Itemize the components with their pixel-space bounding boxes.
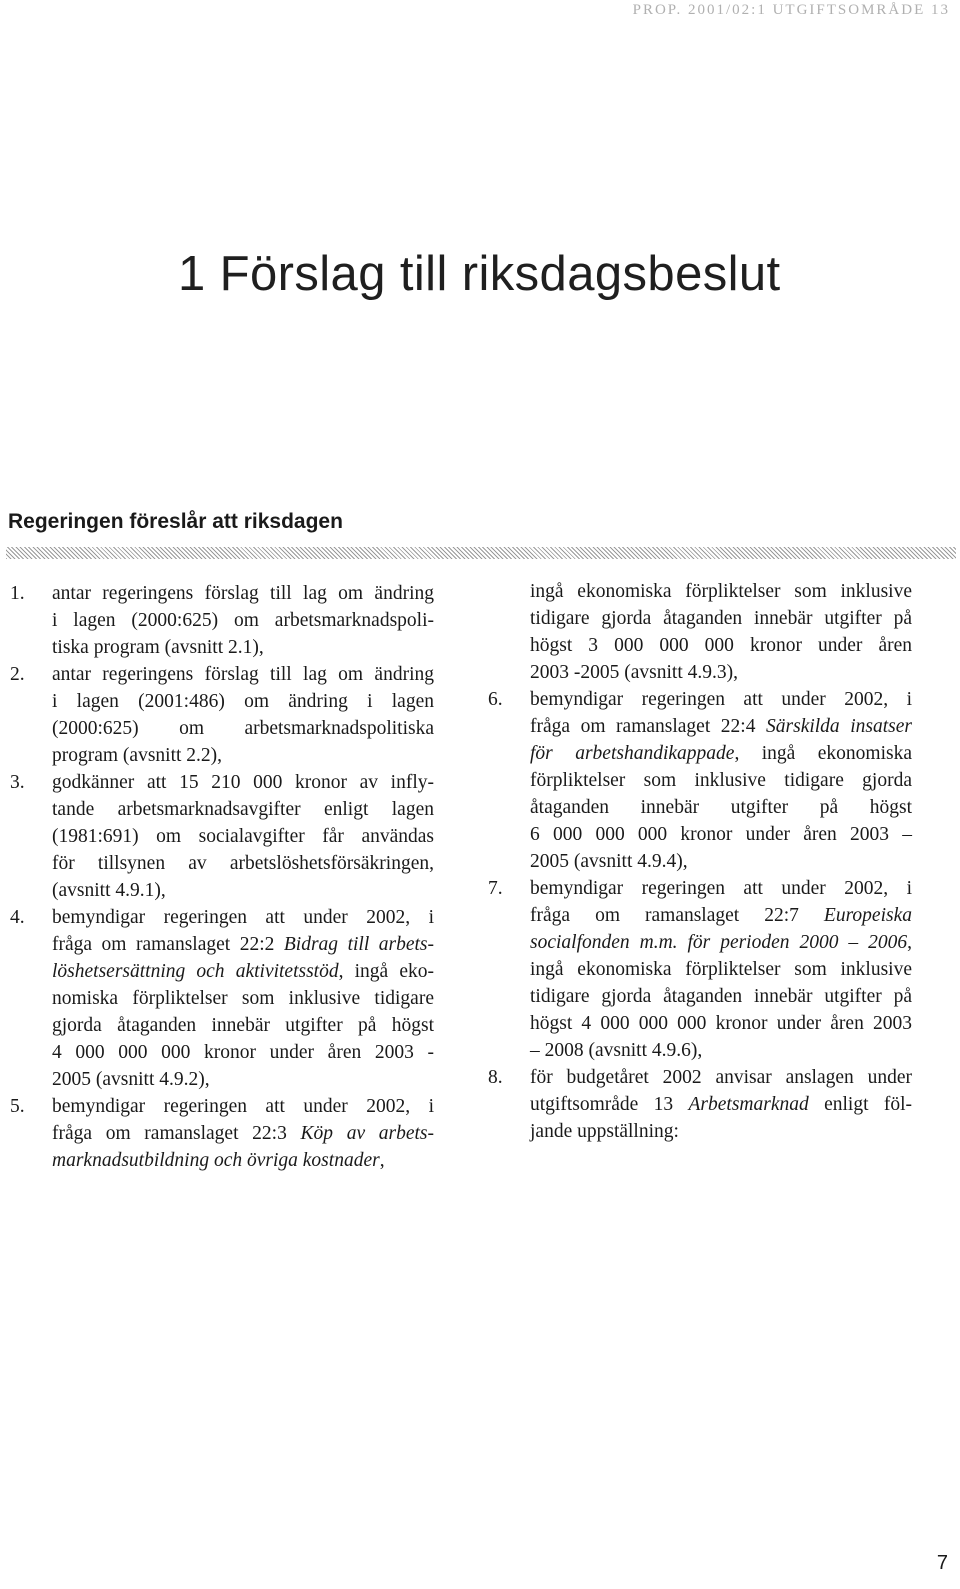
line-text: ingå ekonomiska förpliktelser som inklusive — [530, 581, 912, 602]
line-text: bemyndigar regeringen att under 2002, i — [530, 878, 912, 899]
line-text: fråga om ramanslaget 22:4 — [530, 716, 767, 737]
line-text: bemyndigar regeringen att under 2002, i — [52, 1096, 434, 1117]
text-line — [10, 634, 434, 661]
text-line — [10, 850, 434, 877]
text-line — [10, 823, 434, 850]
line-text: högst 3 000 000 000 kronor under åren — [530, 635, 912, 656]
item-number: 4. — [10, 907, 25, 928]
text-line — [488, 956, 912, 983]
text-line — [488, 983, 912, 1010]
text-line — [10, 688, 434, 715]
text-line — [488, 632, 912, 659]
text-line — [10, 769, 434, 796]
text-line — [10, 1012, 434, 1039]
line-italic: marknadsutbildning och övriga kostnader — [52, 1150, 380, 1171]
item-number: 5. — [10, 1096, 25, 1117]
line-text: fråga om ramanslaget 22:2 — [52, 934, 284, 955]
line-text: i lagen (2000:625) om arbetsmarknadspoli- — [52, 610, 434, 631]
item-number: 6. — [488, 689, 503, 710]
line-text: fråga om ramanslaget 22:7 — [530, 905, 824, 926]
text-line — [10, 1093, 434, 1120]
line-text: 2003 -2005 (avsnitt 4.9.3), — [530, 662, 738, 683]
line-text: i lagen (2001:486) om ändring i lagen — [52, 691, 434, 712]
text-line — [488, 686, 912, 713]
line-text: utgiftsområde 13 — [530, 1094, 689, 1115]
line-text: tidigare gjorda åtaganden innebär utgifter på — [530, 608, 912, 629]
text-line — [488, 740, 912, 767]
line-italic: för arbetshandikappade — [530, 743, 735, 764]
right-column — [488, 578, 912, 1145]
item-number: 3. — [10, 772, 25, 793]
text-line — [488, 1010, 912, 1037]
text-line — [10, 715, 434, 742]
line-text-tail: , ingå ekonomiska — [734, 743, 913, 764]
text-line — [10, 931, 434, 958]
line-text: tiska program (avsnitt 2.1), — [52, 637, 264, 658]
line-italic: Bidrag till arbets- — [283, 934, 434, 955]
text-line — [488, 902, 912, 929]
text-line — [488, 929, 912, 956]
line-text: bemyndigar regeringen att under 2002, i — [52, 907, 434, 928]
line-text: 4 000 000 000 kronor under åren 2003 - — [52, 1042, 434, 1063]
line-italic: löshetsersättning och aktivitetsstöd — [52, 961, 339, 982]
line-text-tail: , — [379, 1150, 385, 1171]
text-line — [488, 1037, 912, 1064]
item-number: 8. — [488, 1067, 503, 1088]
item-number: 1. — [10, 583, 25, 604]
line-text: tande arbetsmarknadsavgifter enligt lagen — [52, 799, 434, 820]
text-line — [10, 661, 434, 688]
line-text: antar regeringens förslag till lag om ändring — [52, 583, 434, 604]
line-text: för tillsynen av arbetslöshetsförsäkringen, — [52, 853, 434, 874]
line-text: för budgetåret 2002 anvisar anslagen under — [530, 1067, 912, 1088]
text-line — [10, 742, 434, 769]
line-text: tidigare gjorda åtaganden innebär utgifter på — [530, 986, 912, 1007]
line-text: 2005 (avsnitt 4.9.4), — [530, 851, 688, 872]
item-number: 7. — [488, 878, 503, 899]
line-text: 6 000 000 000 kronor under åren 2003 – — [530, 824, 912, 845]
text-line — [10, 985, 434, 1012]
line-text: nomiska förpliktelser som inklusive tidigare — [52, 988, 434, 1009]
text-line — [488, 659, 912, 686]
text-line — [10, 958, 434, 985]
line-text: (2000:625) om arbetsmarknadspolitiska — [52, 718, 434, 739]
line-italic: Särskilda insatser — [766, 716, 912, 737]
line-text: gjorda åtaganden innebär utgifter på högst — [52, 1015, 434, 1036]
page-number: 7 — [936, 1552, 948, 1574]
text-line — [488, 767, 912, 794]
text-line — [488, 713, 912, 740]
text-line — [488, 875, 912, 902]
line-text-tail: , — [907, 932, 912, 953]
text-line — [10, 607, 434, 634]
section-heading: Regeringen föreslår att riksdagen — [8, 510, 343, 533]
line-italic: Europeiska — [823, 905, 912, 926]
line-text: – 2008 (avsnitt 4.9.6), — [530, 1040, 703, 1061]
text-line — [488, 1118, 912, 1145]
text-line — [10, 1039, 434, 1066]
text-line — [488, 605, 912, 632]
item-number: 2. — [10, 664, 25, 685]
text-line — [10, 877, 434, 904]
line-text: antar regeringens förslag till lag om ändring — [52, 664, 434, 685]
line-text: godkänner att 15 210 000 kronor av infly- — [52, 772, 434, 793]
text-line — [488, 848, 912, 875]
text-line — [488, 1091, 912, 1118]
line-text: bemyndigar regeringen att under 2002, i — [530, 689, 912, 710]
text-line — [10, 904, 434, 931]
line-text: åtaganden innebär utgifter på högst — [530, 797, 912, 818]
line-text: program (avsnitt 2.2), — [52, 745, 223, 766]
line-text-tail: enligt föl- — [808, 1094, 912, 1115]
line-text: fråga om ramanslaget 22:3 — [52, 1123, 301, 1144]
text-line — [10, 796, 434, 823]
line-text: högst 4 000 000 000 kronor under åren 2003 — [530, 1013, 912, 1034]
chapter-title: 1 Förslag till riksdagsbeslut — [178, 247, 781, 301]
text-line — [10, 580, 434, 607]
line-text: (1981:691) om socialavgifter får användas — [52, 826, 434, 847]
line-text: jande uppställning: — [530, 1121, 679, 1142]
hatched-divider — [6, 547, 956, 559]
text-line — [488, 794, 912, 821]
line-text: 2005 (avsnitt 4.9.2), — [52, 1069, 210, 1090]
text-line — [488, 1064, 912, 1091]
line-text: förpliktelser som inklusive tidigare gjorda — [530, 770, 912, 791]
text-line — [10, 1147, 434, 1174]
line-text: ingå ekonomiska förpliktelser som inklusive — [530, 959, 912, 980]
line-italic: socialfonden m.m. för perioden 2000 – 2006 — [530, 932, 908, 953]
text-line — [10, 1120, 434, 1147]
line-text: (avsnitt 4.9.1), — [52, 880, 166, 901]
running-header: PROP. 2001/02:1 UTGIFTSOMRÅDE 13 — [632, 2, 950, 18]
text-line — [10, 1066, 434, 1093]
left-column — [10, 580, 434, 1174]
text-line — [488, 821, 912, 848]
text-line — [488, 578, 912, 605]
line-italic: Köp av arbets- — [300, 1123, 435, 1144]
line-text-tail: , ingå eko- — [338, 961, 434, 982]
line-italic: Arbetsmarknad — [688, 1094, 809, 1115]
